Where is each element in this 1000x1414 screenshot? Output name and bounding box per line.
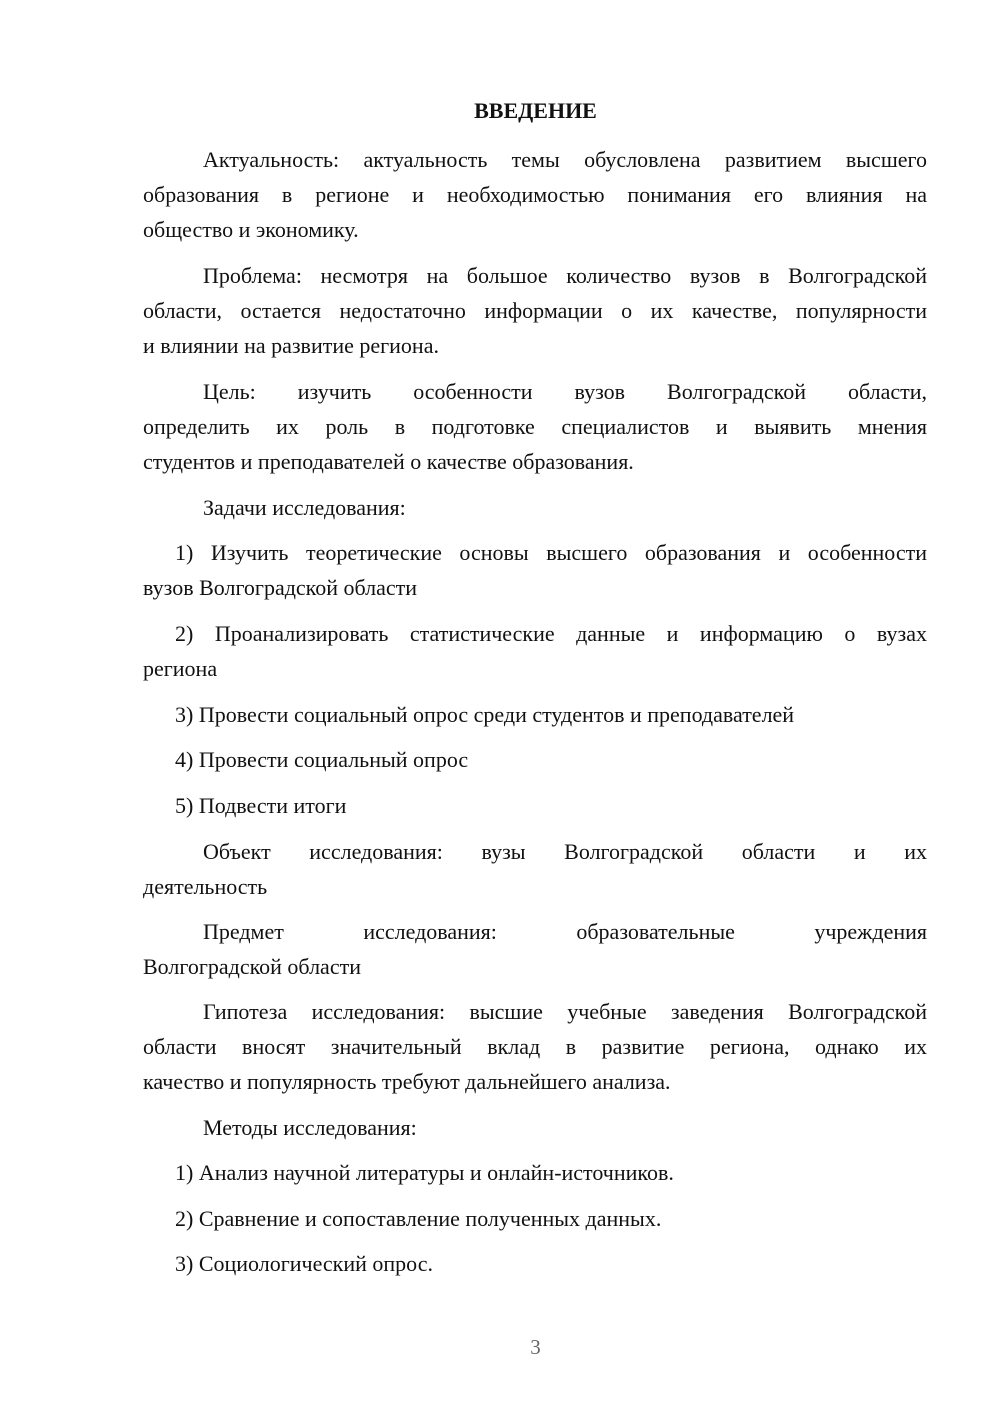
list-item: вузов Волгоградской области bbox=[143, 575, 418, 600]
text-line: Гипотеза исследования: высшие учебные заведения Волгоградской bbox=[203, 999, 927, 1024]
page-number: 3 bbox=[530, 1335, 541, 1359]
text-line: и влиянии на развитие региона. bbox=[143, 333, 439, 358]
text-line: Цель: изучить особенности вузов Волгоградской области, bbox=[203, 379, 927, 404]
list-item: 5) Подвести итоги bbox=[175, 793, 347, 818]
text-line: Актуальность: актуальность темы обусловлена развитием высшего bbox=[203, 147, 927, 172]
page-title: ВВЕДЕНИЕ bbox=[474, 98, 597, 123]
list-item: 3) Социологический опрос. bbox=[175, 1251, 433, 1276]
text-line: деятельность bbox=[143, 874, 268, 899]
list-item: 3) Провести социальный опрос среди студентов и преподавателей bbox=[175, 702, 795, 727]
list-item: 4) Провести социальный опрос bbox=[175, 747, 469, 772]
list-item: 1) Изучить теоретические основы высшего образования и особенности bbox=[175, 540, 927, 565]
list-item: региона bbox=[143, 656, 218, 681]
text-line: Задачи исследования: bbox=[203, 495, 406, 520]
text-line: Предмет исследования: образовательные учреждения bbox=[203, 919, 927, 944]
text-line: области вносят значительный вклад в развитие региона, однако их bbox=[143, 1034, 927, 1059]
text-line: Проблема: несмотря на большое количество вузов в Волгоградской bbox=[203, 263, 927, 288]
text-line: области, остается недостаточно информации о их качестве, популярности bbox=[143, 298, 927, 323]
list-item: 2) Сравнение и сопоставление полученных данных. bbox=[175, 1206, 662, 1231]
text-line: общество и экономику. bbox=[143, 217, 359, 242]
list-item: 1) Анализ научной литературы и онлайн-источников. bbox=[175, 1160, 674, 1185]
text-line: студентов и преподавателей о качестве образования. bbox=[143, 449, 634, 474]
text-line: образования в регионе и необходимостью понимания его влияния на bbox=[143, 182, 927, 207]
text-line: Объект исследования: вузы Волгоградской области и их bbox=[203, 839, 927, 864]
text-line: качество и популярность требуют дальнейшего анализа. bbox=[143, 1069, 671, 1094]
text-line: Волгоградской области bbox=[143, 954, 361, 979]
text-line: Методы исследования: bbox=[203, 1115, 417, 1140]
text-line: определить их роль в подготовке специалистов и выявить мнения bbox=[143, 414, 927, 439]
list-item: 2) Проанализировать статистические данные и информацию о вузах bbox=[175, 621, 927, 646]
